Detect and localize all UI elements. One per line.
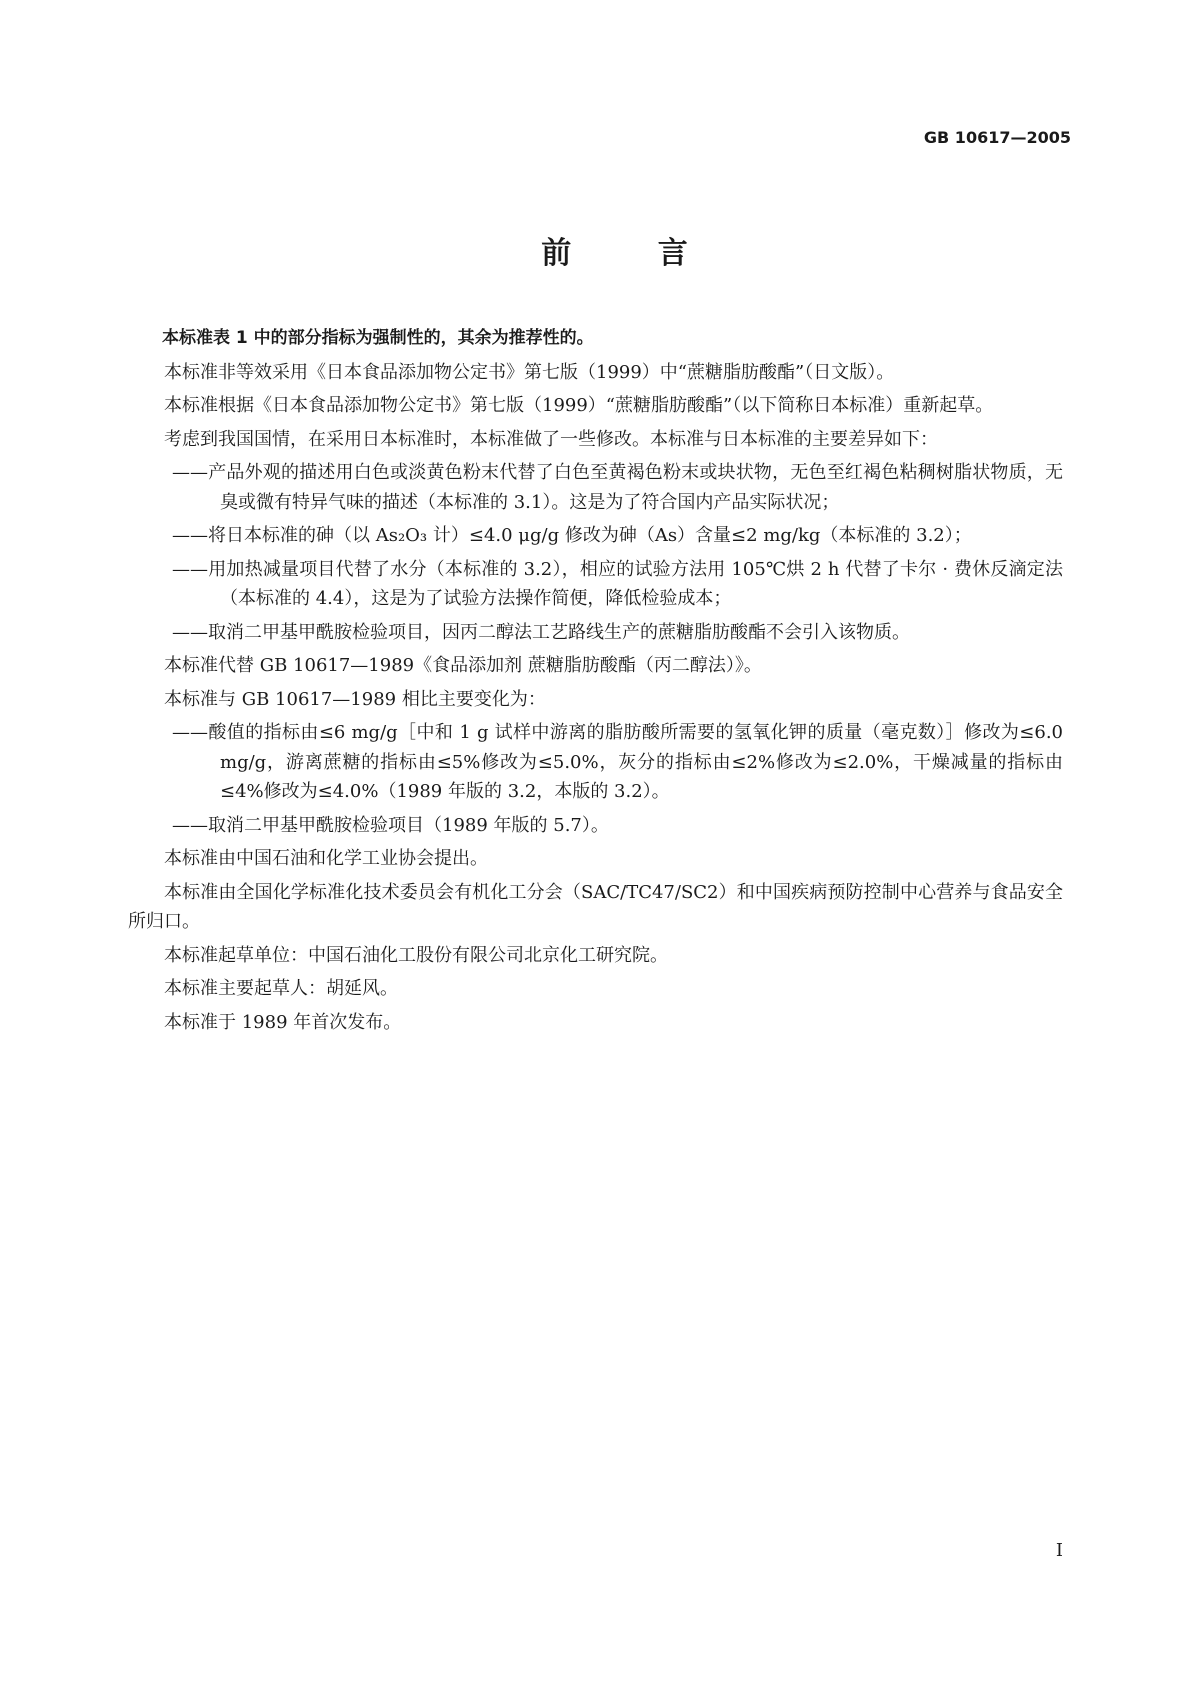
preface-paragraph: 本标准于 1989 年首次发布。 [164, 1011, 402, 1033]
preface-paragraph: 本标准由全国化学标准化技术委员会有机化工分会（SAC/TC47/SC2）和中国疾病预防控制中心营养与食品安全所归口。 [128, 881, 1063, 932]
page-title: 前 言 [541, 236, 726, 271]
standard-number: GB 10617—2005 [923, 128, 1071, 147]
change-item: ——取消二甲基甲酰胺检验项目（1989 年版的 5.7）。 [172, 814, 609, 836]
preface-paragraph: 本标准表 1 中的部分指标为强制性的，其余为推荐性的。 [162, 328, 594, 348]
difference-item: ——用加热减量项目代替了水分（本标准的 3.2），相应的试验方法用 105℃烘 2 h 代替了卡尔 · 费休反滴定法（本标准的 4.4），这是为了试验方法操作简便，降低检验成本； [172, 558, 1063, 609]
difference-item: ——取消二甲基甲酰胺检验项目，因丙二醇法工艺路线生产的蔗糖脂肪酸酯不会引入该物质。 [172, 621, 910, 643]
page-number: I [1055, 1540, 1063, 1561]
preface-paragraph: 本标准由中国石油和化学工业协会提出。 [164, 848, 488, 869]
preface-body [128, 324, 1063, 1041]
difference-item: ——产品外观的描述用白色或淡黄色粉末代替了白色至黄褐色粉末或块状物，无色至红褐色粘稠树脂状物质，无臭或微有特异气味的描述（本标准的 3.1）。这是为了符合国内产品实际状况； [172, 462, 1063, 513]
preface-paragraph: 本标准起草单位：中国石油化工股份有限公司北京化工研究院。 [164, 944, 668, 966]
preface-paragraph: 考虑到我国国情，在采用日本标准时，本标准做了一些修改。本标准与日本标准的主要差异如下： [164, 428, 938, 450]
difference-item: ——将日本标准的砷（以 As₂O₃ 计）≤4.0 μg/g 修改为砷（As）含量≤2 mg/kg（本标准的 3.2）； [172, 525, 972, 546]
preface-paragraph: 本标准主要起草人：胡延风。 [164, 978, 398, 999]
change-item: ——酸值的指标由≤6 mg/g［中和 1 g 试样中游离的脂肪酸所需要的氢氧化钾的质量（毫克数）］修改为≤6.0 mg/g，游离蔗糖的指标由≤5%修改为≤5.0%，灰分的指标由≤2%修改为≤2.0%，干燥减量的指标由≤4%修改为≤4.0%（1989 年版的 3.2，本版的 3.2）。 [172, 722, 1063, 802]
preface-paragraph: 本标准与 GB 10617—1989 相比主要变化为： [164, 688, 546, 710]
preface-paragraph: 本标准根据《日本食品添加物公定书》第七版（1999）“蔗糖脂肪酸酯”（以下简称日本标准）重新起草。 [164, 395, 994, 416]
preface-paragraph: 本标准代替 GB 10617—1989《食品添加剂 蔗糖脂肪酸酯（丙二醇法）》。 [164, 655, 762, 676]
preface-paragraph: 本标准非等效采用《日本食品添加物公定书》第七版（1999）中“蔗糖脂肪酸酯”（日文版）。 [164, 361, 895, 383]
